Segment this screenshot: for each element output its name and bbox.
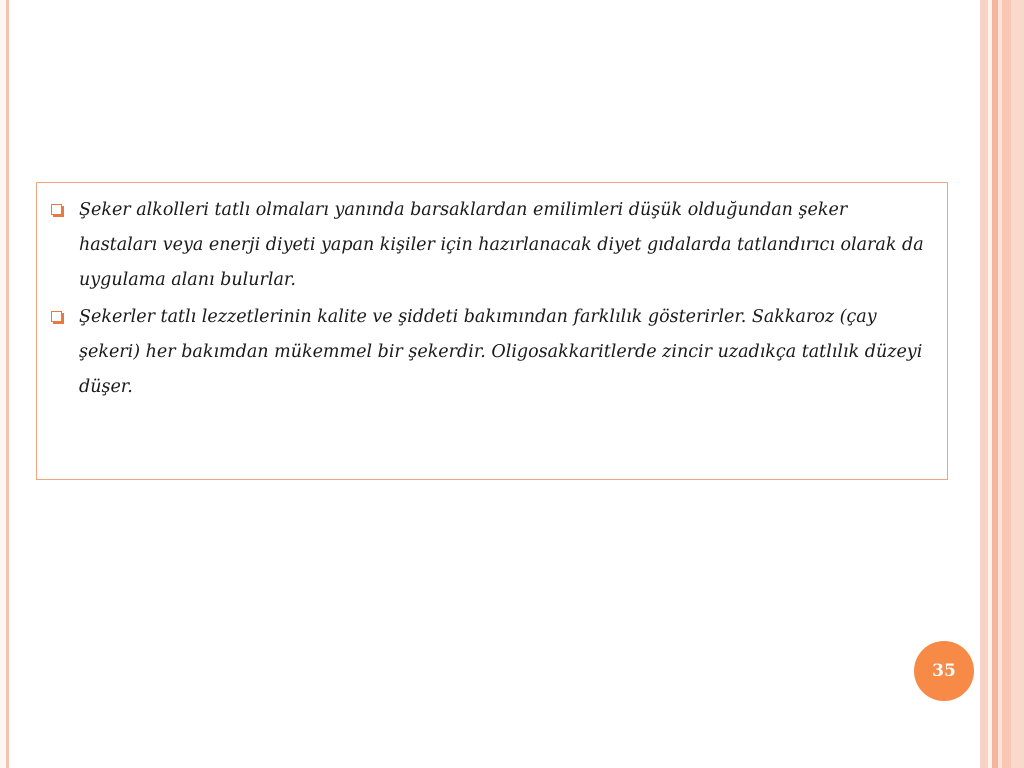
decorative-bar: [1002, 0, 1011, 768]
right-decorative-bars: [980, 0, 1024, 768]
square-bullet-icon: [51, 311, 62, 322]
decorative-bar: [1011, 0, 1024, 768]
page-number-badge: [914, 641, 974, 701]
square-bullet-icon: [51, 204, 62, 215]
bullet-list: [49, 193, 929, 407]
bullet-text: Şeker alkolleri tatlı olmaları yanında barsaklardan emilimleri düşük olduğundan şeker hastaları veya enerji diyeti yapan kişiler için hazırlanacak diyet gıdalarda tatlandırıcı olarak da uygulama alanı bulurlar.: [79, 200, 924, 290]
content-text-box: [36, 182, 948, 480]
page-number: 35: [932, 661, 956, 681]
bullet-item: [49, 193, 929, 298]
bullet-text: Şekerler tatlı lezzetlerinin kalite ve şiddeti bakımından farklılık gösterirler. Sakkaroz (çay şekeri) her bakımdan mükemmel bir şekerdir. Oligosakkaritlerde zincir uzadıkça tatlılık düzeyi düşer.: [79, 307, 923, 397]
decorative-bar: [980, 0, 988, 768]
bullet-item: [49, 300, 929, 405]
